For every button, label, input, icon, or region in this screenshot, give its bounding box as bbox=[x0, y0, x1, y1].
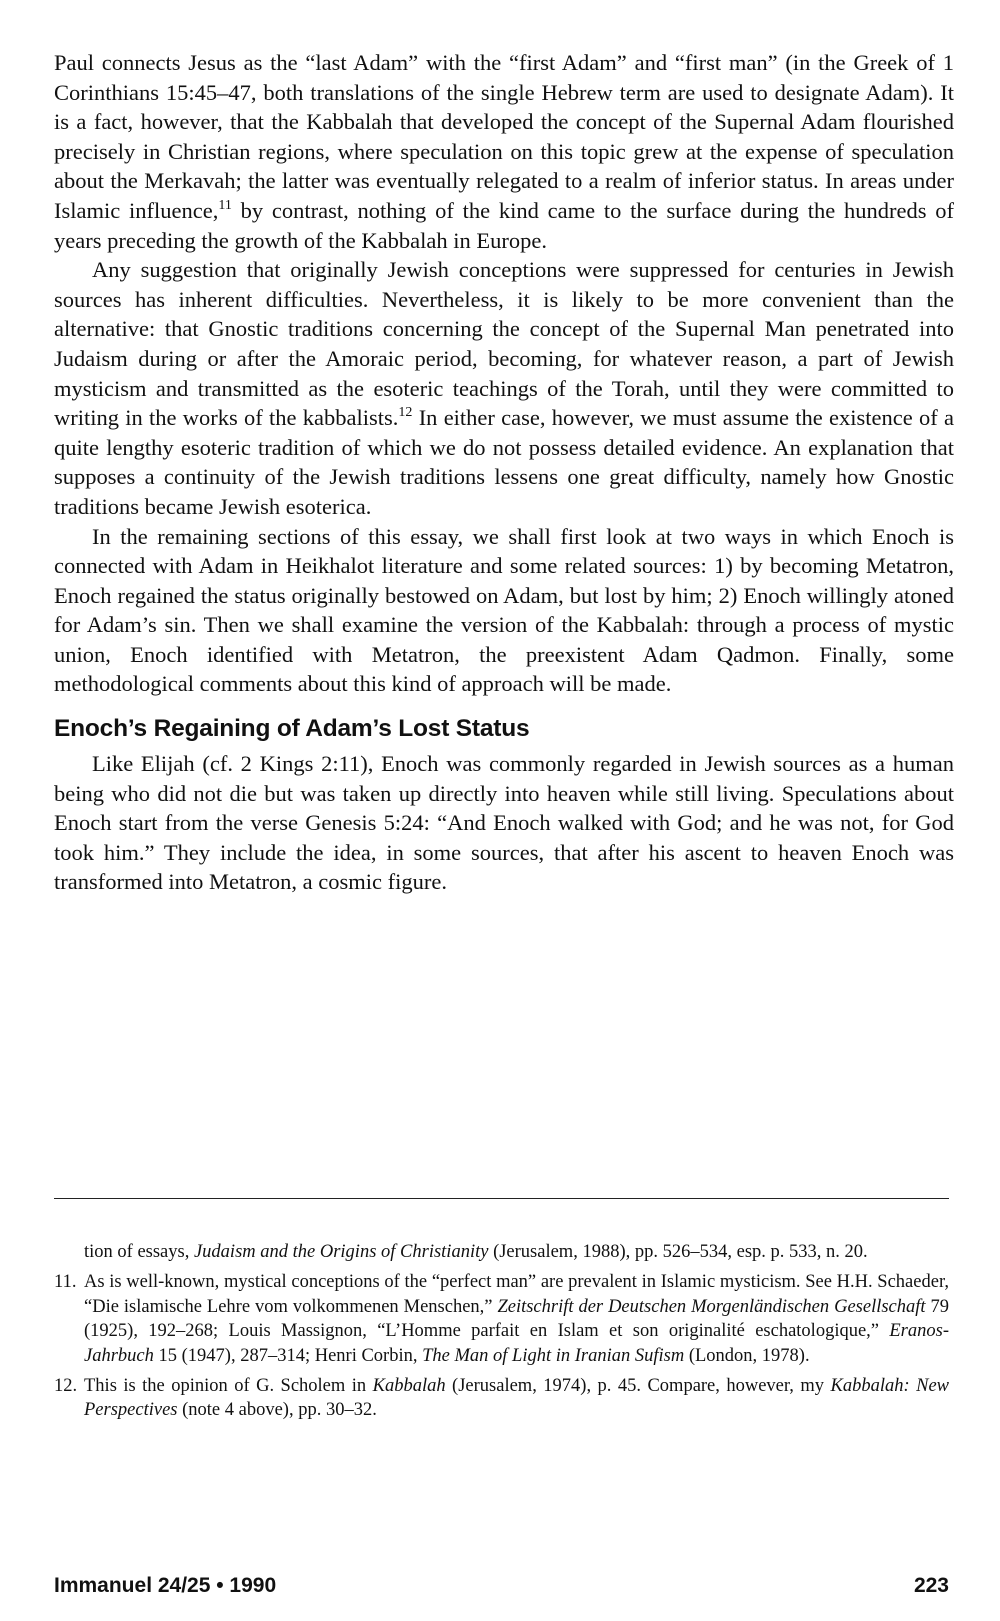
footnote-11 bbox=[54, 1270, 949, 1368]
paragraph-2 bbox=[54, 255, 954, 521]
footnote-title: Zeitschrift der Deutschen Morgenländischen Gesellschaft bbox=[497, 1296, 926, 1317]
paragraph-2-end: In either case, however, we must assume the existence of a quite lengthy esoteric tradition of which we do not possess detailed evidence. An explanation that supposes a continuity of the Jewish traditions lessens one great difficulty, namely how Gnostic traditions became Jewish esoterica. bbox=[54, 405, 954, 519]
article-body bbox=[54, 48, 954, 897]
footnote-12 bbox=[54, 1374, 949, 1423]
footnote-text: (note 4 above), pp. 30–32. bbox=[177, 1400, 377, 1421]
page-number: 223 bbox=[913, 1574, 949, 1597]
footnote-number: 11. bbox=[54, 1272, 77, 1293]
footnote-text: As is well-known, mystical conceptions of the “perfect man” are prevalent in Islamic mysticism. See H.H. Schaeder, “Die islamische Lehre vom volkommenen Menschen,” bbox=[84, 1272, 949, 1317]
footnote-text: tion of essays, bbox=[84, 1242, 194, 1262]
paragraph-1-text: Paul connects Jesus as the “last Adam” with the “first Adam” and “first man” (in the Greek of 1 Corinthians 15:45–47, both translations of the single Hebrew term are used to designate Adam). It is a fact, however, that the Kabbalah that developed the concept of the Supernal Adam flourished precisely in Christian regions, where speculation on this topic grew at the expense of speculation about the Merkavah; the latter was eventually relegated to a realm of inferior status. In areas under Islamic influence, bbox=[54, 50, 954, 223]
footnote-text: This is the opinion of G. Scholem in bbox=[84, 1376, 373, 1397]
section-heading: Enoch’s Regaining of Adam’s Lost Status bbox=[54, 715, 530, 743]
paragraph-1 bbox=[54, 48, 954, 255]
footnote-title: Eranos-Jahrbuch bbox=[84, 1321, 949, 1366]
footnote-title: Kabbalah bbox=[372, 1376, 446, 1397]
footnote-text: 79 (1925), 192–268; Louis Massignon, “L’Homme parfait en Islam et son originalité eschatologique,” bbox=[84, 1296, 949, 1342]
paragraph-3: In the remaining sections of this essay, we shall first look at two ways in which Enoch is connected with Adam in Heikhalot literature and some related sources: 1) by becoming Metatron, Enoch regained the status originally bestowed on Adam, but lost by him; 2) Enoch willingly atoned for Adam’s sin. Then we shall examine the version of the Kabbalah: through a process of mystic union, Enoch identified with Metatron, the preexistent Adam Qadmon. Finally, some methodological comments about this kind of approach will be made. bbox=[54, 523, 954, 697]
paragraph-4: Like Elijah (cf. 2 Kings 2:11), Enoch was commonly regarded in Jewish sources as a human being who did not die but was taken up directly into heaven while still living. Speculations about Enoch start from the verse Genesis 5:24: “And Enoch walked with God; and he was not, for God took him.” They include the idea, in some sources, that after his ascent to heaven Enoch was transformed into Metatron, a cosmic figure. bbox=[54, 751, 954, 895]
footnote-continuation bbox=[54, 1240, 949, 1264]
footnote-title: Kabbalah: New Perspectives bbox=[84, 1376, 950, 1421]
footnote-title: The Man of Light in Iranian Sufism bbox=[422, 1345, 685, 1366]
footnote-text: 15 (1947), 287–314; Henri Corbin, bbox=[153, 1345, 423, 1366]
footnote-text: (Jerusalem, 1988), pp. 526–534, esp. p. 533, n. 20. bbox=[488, 1242, 868, 1262]
journal-citation: Immanuel 24/25 • 1990 bbox=[54, 1574, 277, 1597]
footnote-number: 12. bbox=[54, 1376, 78, 1397]
footnote-ref-12[interactable]: 12 bbox=[398, 405, 413, 421]
footnote-divider bbox=[54, 1198, 949, 1199]
footnote-ref-11[interactable]: 11 bbox=[218, 197, 232, 213]
footnote-text: (Jerusalem, 1974), p. 45. Compare, however, my bbox=[445, 1376, 831, 1397]
footnote-text: (London, 1978). bbox=[684, 1345, 810, 1366]
page-footer bbox=[54, 1574, 949, 1598]
footnote-title: Judaism and the Origins of Christianity bbox=[193, 1242, 489, 1262]
footnotes bbox=[54, 1240, 949, 1429]
paragraph-2-text: Any suggestion that originally Jewish conceptions were suppressed for centuries in Jewish sources has inherent difficulties. Nevertheless, it is likely to be more convenient than the alternative: that Gnostic traditions concerning the concept of the Supernal Man penetrated into Judaism during or after the Amoraic period, becoming, for whatever reason, a part of Jewish mysticism and transmitted as the esoteric teachings of the Torah, until they were committed to writing in the works of the kabbalists. bbox=[54, 257, 954, 431]
paragraph-1-end: by contrast, nothing of the kind came to the surface during the hundreds of years preceding the growth of the Kabbalah in Europe. bbox=[54, 197, 954, 253]
